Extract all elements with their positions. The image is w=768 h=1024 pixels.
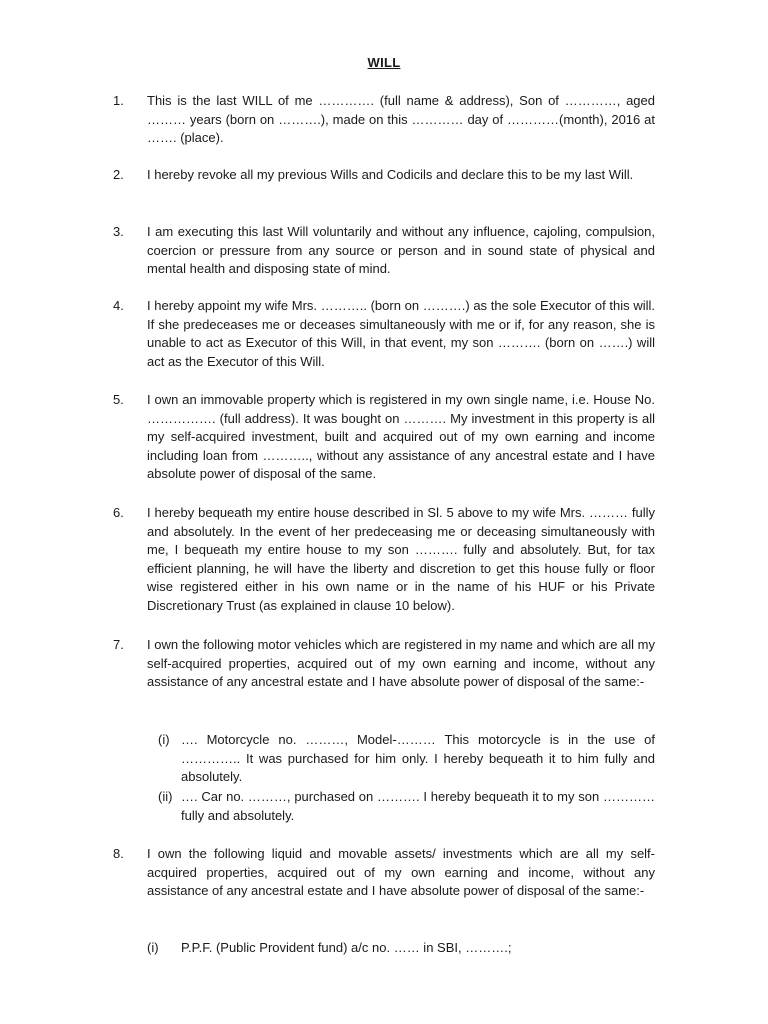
clause-text: I am executing this last Will voluntarily and without any influence, cajoling, compulsion, coercion or pressure from any source or person and in sound state of physical and mental health and disposing state of mind. [147, 224, 655, 276]
clause-8-item-i [147, 939, 655, 958]
clause-number: 3. [113, 224, 124, 239]
clause-1 [113, 92, 655, 148]
clause-7-item-i [158, 731, 655, 787]
clause-number: 6. [113, 505, 124, 520]
clause-text: I hereby revoke all my previous Wills and Codicils and declare this to be my last Will. [147, 167, 634, 182]
clause-2 [113, 166, 655, 185]
item-text: P.P.F. (Public Provident fund) a/c no. …… in SBI, ……….; [181, 940, 512, 955]
clause-7-item-ii [158, 788, 655, 825]
clause-number: 4. [113, 298, 124, 313]
item-text: …. Car no. ………, purchased on ………. I hereby bequeath it to my son ………… fully and absolutely. [181, 789, 655, 823]
item-number: (ii) [158, 789, 173, 804]
clause-number: 5. [113, 392, 124, 407]
item-number: (i) [158, 732, 170, 747]
clause-text: I own the following motor vehicles which are registered in my name and which are all my self-acquired properties, acquired out of my own earning and income, without any assistance of any ancestral estate and I have absolute power of disposal of the same:- [147, 637, 655, 689]
item-number: (i) [147, 940, 159, 955]
clause-3 [113, 223, 655, 279]
clause-number: 1. [113, 93, 124, 108]
clause-4 [113, 297, 655, 371]
clause-8 [113, 845, 655, 901]
item-text: …. Motorcycle no. ………, Model-……… This motorcycle is in the use of ………….. It was purchased for him only. I hereby bequeath it to him fully and absolutely. [181, 732, 655, 784]
clause-number: 8. [113, 846, 124, 861]
clause-text: I own the following liquid and movable assets/ investments which are all my self-acquired properties, acquired out of my own earning and income, without any assistance of any ancestral estate and I have absolute power of disposal of the same:- [147, 846, 655, 898]
clause-text: I own an immovable property which is registered in my own single name, i.e. House No. ……………. (full address). It was bought on ………. My investment in this property is all my self-acquired investment, built and acquired out of my own earning and income including loan from ……….., without any assistance of any ancestral estate and I have absolute power of disposal of the same. [147, 392, 655, 481]
clause-text: I hereby appoint my wife Mrs. ……….. (born on ……….) as the sole Executor of this will. If she predeceases me or deceases simultaneously with me or if, for any reason, she is unable to act as Executor of this Will, in that event, my son ………. (born on …….) will act as the Executor of this Will. [147, 298, 655, 369]
clause-text: I hereby bequeath my entire house described in Sl. 5 above to my wife Mrs. ……… fully and absolutely. In the event of her predeceasing me or deceasing simultaneously with me, I bequeath my entire house to my son ………. fully and absolutely. But, for tax efficient planning, he will have the liberty and discretion to get this house fully or floor wise registered either in his own name or in the name of his HUF or his Private Discretionary Trust (as explained in clause 10 below). [147, 505, 655, 613]
clause-text: This is the last WILL of me …………. (full name & address), Son of …………, aged ……… years (born on ……….), made on this ………… day of …………(month), 2016 at ……. (place). [147, 93, 655, 145]
document-title: WILL [367, 55, 401, 70]
clause-number: 7. [113, 637, 124, 652]
clause-6 [113, 504, 655, 615]
clause-7 [113, 636, 655, 692]
clause-number: 2. [113, 167, 124, 182]
clause-5 [113, 391, 655, 484]
